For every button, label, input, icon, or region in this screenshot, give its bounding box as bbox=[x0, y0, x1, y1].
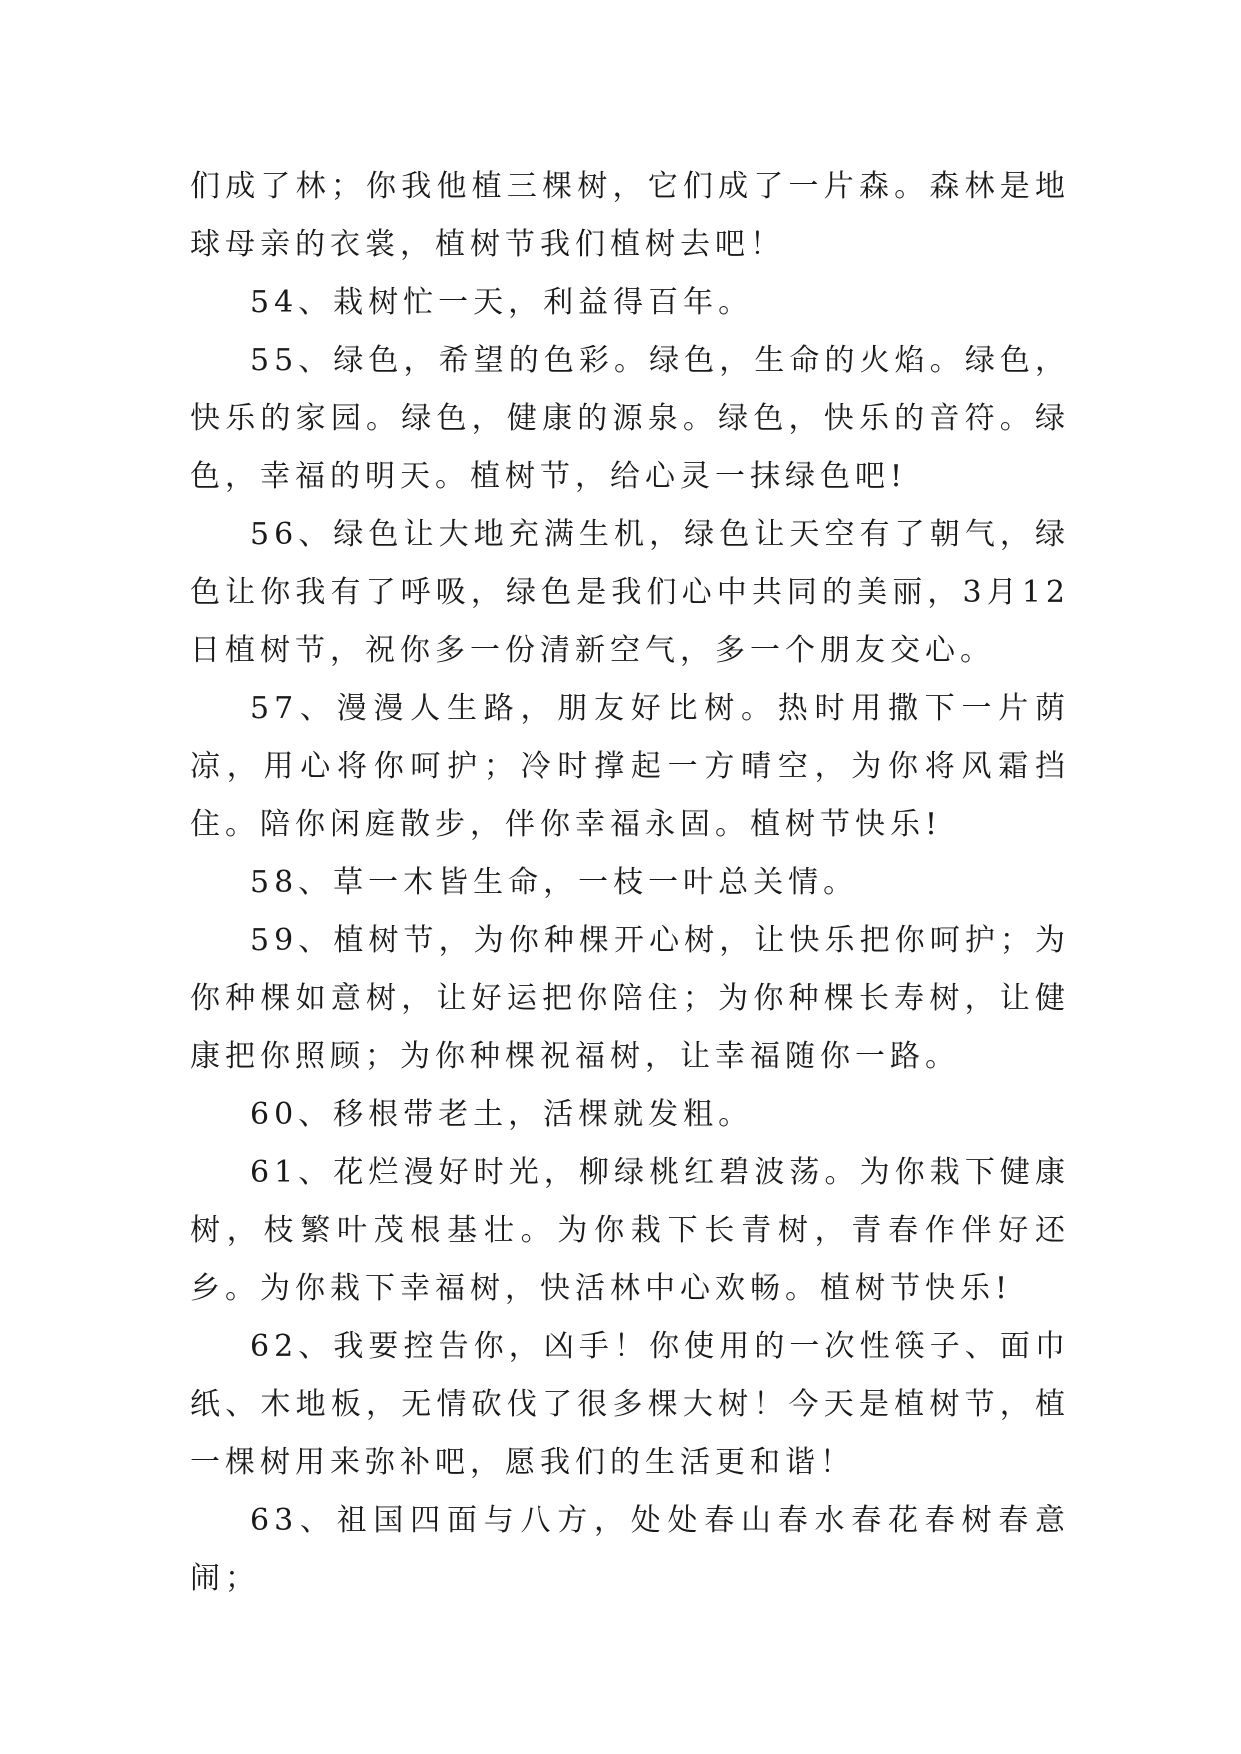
paragraph-55: 55、绿色，希望的色彩。绿色，生命的火焰。绿色，快乐的家园。绿色，健康的源泉。绿色，快乐的音符。绿色，幸福的明天。植树节，给心灵一抹绿色吧! bbox=[190, 343, 1070, 494]
document-body bbox=[190, 158, 1070, 1608]
paragraph-continuation: 们成了林；你我他植三棵树，它们成了一片森。森林是地球母亲的衣裳，植树节我们植树去吧！ bbox=[190, 169, 1070, 262]
paragraph-63: 63、祖国四面与八方，处处春山春水春花春树春意闹； bbox=[190, 1503, 1070, 1596]
paragraph-57: 57、漫漫人生路，朋友好比树。热时用撒下一片荫凉，用心将你呵护；冷时撑起一方晴空，为你将风霜挡住。陪你闲庭散步，伴你幸福永固。植树节快乐! bbox=[190, 691, 1070, 842]
paragraph-62: 62、我要控告你，凶手！你使用的一次性筷子、面巾纸、木地板，无情砍伐了很多棵大树！今天是植树节，植一棵树用来弥补吧，愿我们的生活更和谐！ bbox=[190, 1329, 1070, 1480]
paragraph-59: 59、植树节，为你种棵开心树，让快乐把你呵护；为你种棵如意树，让好运把你陪住；为你种棵长寿树，让健康把你照顾；为你种棵祝福树，让幸福随你一路。 bbox=[190, 923, 1070, 1074]
paragraph-56: 56、绿色让大地充满生机，绿色让天空有了朝气，绿色让你我有了呼吸，绿色是我们心中共同的美丽，3月12日植树节，祝你多一份清新空气，多一个朋友交心。 bbox=[190, 517, 1070, 668]
paragraph-58: 58、草一木皆生命，一枝一叶总关情。 bbox=[250, 865, 859, 900]
paragraph-60: 60、移根带老土，活棵就发粗。 bbox=[250, 1097, 754, 1132]
paragraph-54: 54、栽树忙一天，利益得百年。 bbox=[250, 285, 754, 320]
paragraph-61: 61、花烂漫好时光，柳绿桃红碧波荡。为你栽下健康树，枝繁叶茂根基壮。为你栽下长青树，青春作伴好还乡。为你栽下幸福树，快活林中心欢畅。植树节快乐! bbox=[190, 1155, 1070, 1306]
